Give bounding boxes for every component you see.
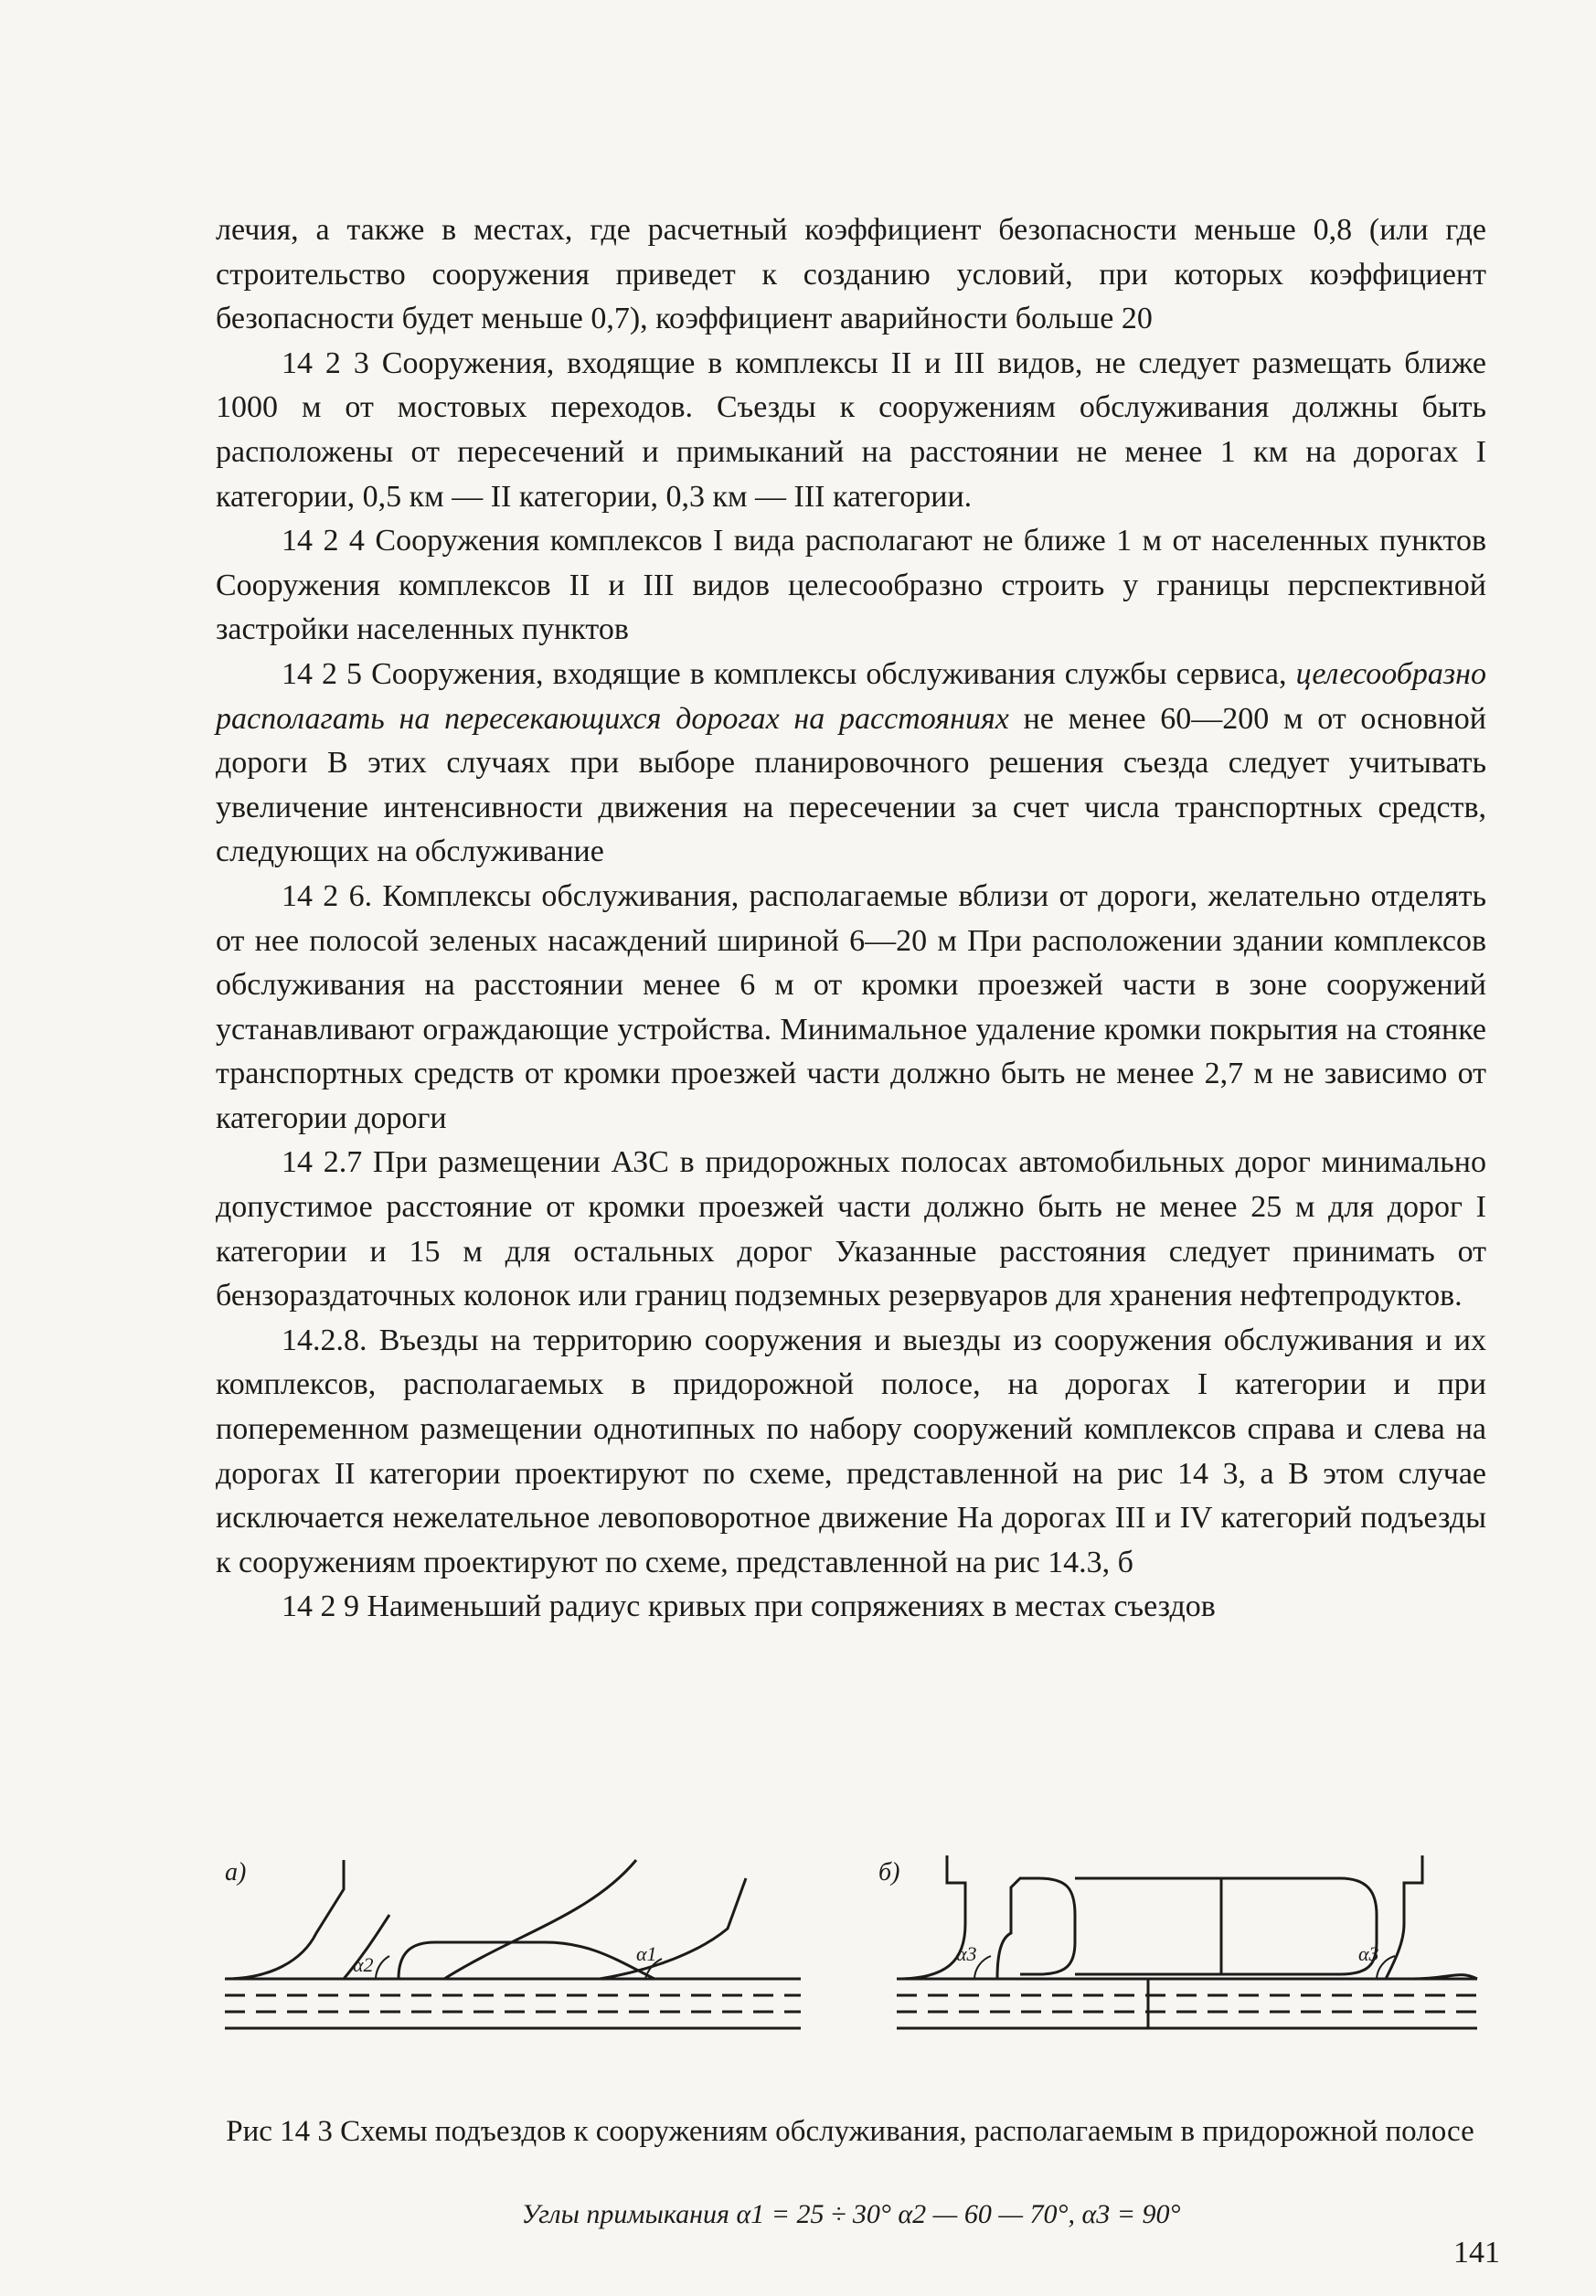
paragraph-14-2-6: 14 2 6. Комплексы обслуживания, располагаемые вблизи от дороги, желательно отделять от нее полосой зеленых насаждений шириной 6—20 м При расположении здании комплексов обслуживания на расстоянии менее 6 м от кромки проезжей части в зоне сооружений устанавливают ограждающие устройства. Минимальное удаление кромки покрытия на стоянке транспортных средств от кромки проезжей части должно быть не менее 2,7 м не зависимо от категории дороги bbox=[216, 878, 1486, 1135]
paragraph-14-2-5-start: 14 2 5 Сооружения, входящие в комплексы обслуживания службы сервиса, bbox=[282, 656, 1296, 691]
alpha-3-label-left: α3 bbox=[956, 1942, 977, 1965]
scheme-b-left-access-road bbox=[897, 1855, 965, 1979]
alpha-1-label: α1 bbox=[636, 1942, 657, 1965]
paragraph-14-2-3: 14 2 3 Сооружения, входящие в комплексы II и III видов, не следует размещать ближе 1000 м от мостовых переходов. Съезды к сооружениям обслуживания должны быть расположены от пересечений и примыканий на расстоянии не менее 1 км на дорогах I категории, 0,5 км — II категории, 0,3 км — III категории. bbox=[216, 345, 1486, 514]
alpha-2-label: α2 bbox=[353, 1953, 374, 1976]
scheme-a-island bbox=[399, 1942, 654, 1979]
paragraph-14-2-5-italic: целесообразно располагать на пересекающихся дорогах на расстояниях bbox=[216, 656, 1486, 736]
scheme-b-left-loop bbox=[997, 1878, 1075, 1979]
scheme-b-label: б) bbox=[878, 1858, 900, 1887]
paragraph-continuation: лечия, а также в местах, где расчетный коэффициент безопасности меньше 0,8 (или где строительство сооружения приведет к созданию условий, при которых коэффициент безопасности будет меньше 0,7), коэффициент аварийности больше 20 bbox=[216, 213, 1486, 336]
alpha-3-label-right: α3 bbox=[1358, 1942, 1379, 1965]
paragraph-14-2-4: 14 2 4 Сооружения комплексов I вида располагают не ближе 1 м от населенных пунктов Сооружения комплексов II и III видов целесообразно строить у границы перспективной застройки населенных пунктов bbox=[216, 524, 1486, 647]
alpha-3-angle-arc-left bbox=[974, 1956, 991, 1979]
scheme-a-label: а) bbox=[225, 1858, 247, 1887]
paragraph-14-2-5 bbox=[216, 653, 1486, 875]
scheme-b-building-outline bbox=[1075, 1878, 1221, 1974]
scheme-b-right-loop bbox=[1221, 1878, 1377, 1974]
alpha-2-angle-arc bbox=[376, 1956, 389, 1979]
figure-14-3 bbox=[216, 1842, 1486, 2061]
paragraph-14-2-8: 14.2.8. Въезды на территорию сооружения и выезды из сооружения обслуживания и их комплексов, располагаемых в придорожной полосе, на дорогах I категории и при попеременном размещении однотипных по набору сооружений комплексов справа и слева на дорогах II категории проектируют по схеме, представленной на рис 14 3, а В этом случае исключается нежелательное левоповоротное движение На дорогах III и IV категорий подъезды к сооружениям проектируют по схеме, представленной на рис 14.3, б bbox=[216, 1323, 1486, 1579]
scheme-a-exit-ramp bbox=[444, 1860, 636, 1979]
page-number: 141 bbox=[1453, 2236, 1500, 2269]
paragraph-14-2-7: 14 2.7 При размещении АЗС в придорожных полосах автомобильных дорог минимально допустимое расстояние от кромки проезжей части должно быть не менее 25 м для дорог I категории и 15 м для остальных дорог Указанные расстояния следует принимать от бензораздаточных колонок или границ подземных резервуаров для хранения нефтепродуктов. bbox=[216, 1145, 1486, 1313]
figure-caption: Рис 14 3 Схемы подъездов к сооружениям обслуживания, располагаемым в придорожной полосе bbox=[226, 2115, 1474, 2148]
scheme-a-right-access-curve bbox=[600, 1878, 746, 1979]
access-road-schemes bbox=[216, 1842, 1486, 2061]
body-text bbox=[216, 208, 1486, 1630]
junction-angles-note: Углы примыкания α1 = 25 ÷ 30° α2 — 60 — 70°, α3 = 90° bbox=[521, 2199, 1181, 2229]
paragraph-14-2-9: 14 2 9 Наименьший радиус кривых при сопряжениях в местах съездов bbox=[282, 1589, 1216, 1624]
scheme-b-right-access-road bbox=[1386, 1855, 1422, 1979]
paragraph-14-2-5-end: не менее 60—200 м от основной дороги В этих случаях при выборе планировочного решения съезда следует учитывать увеличение интенсивности движения на пересечении за счет числа транспортных средств, следующих на обслуживание bbox=[216, 701, 1486, 869]
